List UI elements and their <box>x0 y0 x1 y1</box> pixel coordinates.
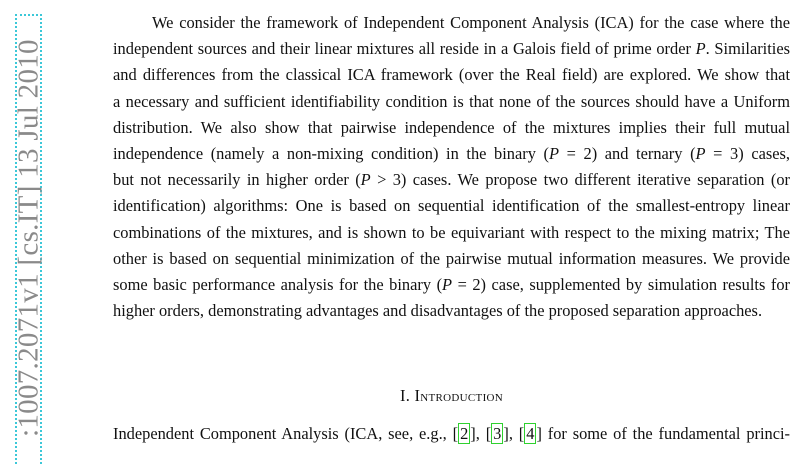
abstract-text: = 2) and ternary ( <box>559 143 696 163</box>
abstract-line <box>113 38 790 64</box>
abstract-text: . Similarities <box>705 39 790 59</box>
abstract-text: > 3) cases. We propose two different iterative separation (or <box>370 170 790 190</box>
abstract-line <box>113 91 790 117</box>
math-variable: P <box>442 274 453 294</box>
intro-text: Independent Component Analysis (ICA, see, e.g., [ <box>113 424 459 443</box>
abstract-text: distribution. We also show that pairwise independence of the mixtures implies their full mutual <box>113 117 790 137</box>
abstract-text: some basic performance analysis for the binary ( <box>113 274 443 294</box>
math-variable: P <box>549 143 560 163</box>
abstract-text: combinations of the mixtures, and is shown to be equivariant with respect to the mixing matrix; The <box>113 222 790 242</box>
abstract-text: higher orders, demonstrating advantages and disadvantages of the proposed separation approaches. <box>113 301 763 321</box>
intro-text: ] for some of the fundamental princi- <box>536 424 791 443</box>
abstract-text: a necessary and sufficient identifiability condition is that none of the sources should have a Uniform <box>113 91 790 111</box>
arxiv-identifier: :1007.2071v1 [cs.IT] 13 Jul 2010 <box>12 39 44 437</box>
abstract-text: but not necessarily in higher order ( <box>113 170 361 190</box>
abstract-line <box>113 300 790 326</box>
abstract-text: independence (namely a non-mixing condition) in the binary ( <box>113 143 549 163</box>
abstract-line <box>113 195 790 221</box>
abstract-text: independent sources and their linear mixtures all reside in a Galois field of prime order <box>113 39 696 59</box>
arxiv-stamp <box>12 14 44 464</box>
abstract-text: = 3) cases, <box>705 143 790 163</box>
abstract-line <box>113 222 790 248</box>
abstract-text: and differences from the classical ICA framework (over the Real field) are explored. We show that <box>113 65 790 85</box>
abstract-line <box>113 12 790 38</box>
math-variable: P <box>695 39 706 59</box>
intro-paragraph-line: Independent Component Analysis (ICA, see, e.g., [ 2 ], [ 3 ], [ 4 ] for some of the fundamental princi- <box>113 424 791 443</box>
abstract-text: identification) algorithms: One is based on sequential identification of the smallest-entropy linear <box>113 196 790 216</box>
math-variable: P <box>360 170 371 190</box>
math-variable: P <box>695 143 706 163</box>
abstract-line <box>113 274 790 300</box>
abstract-line <box>113 117 790 143</box>
abstract-line <box>113 64 790 90</box>
citation-link[interactable]: 2 <box>460 424 469 443</box>
abstract-line <box>113 143 790 169</box>
abstract-text: We consider the framework of Independent Component Analysis (ICA) for the case where the <box>152 13 790 32</box>
citation-link[interactable]: 3 <box>493 424 502 443</box>
abstract <box>113 12 790 326</box>
abstract-text: other is based on sequential minimization of the pairwise mutual information measures. We provide <box>113 248 790 268</box>
abstract-line <box>113 169 790 195</box>
abstract-text: = 2) case, supplemented by simulation results for <box>452 274 790 294</box>
citation-link[interactable]: 4 <box>526 424 535 443</box>
section-heading: I. Introduction <box>399 386 504 405</box>
abstract-line <box>113 248 790 274</box>
